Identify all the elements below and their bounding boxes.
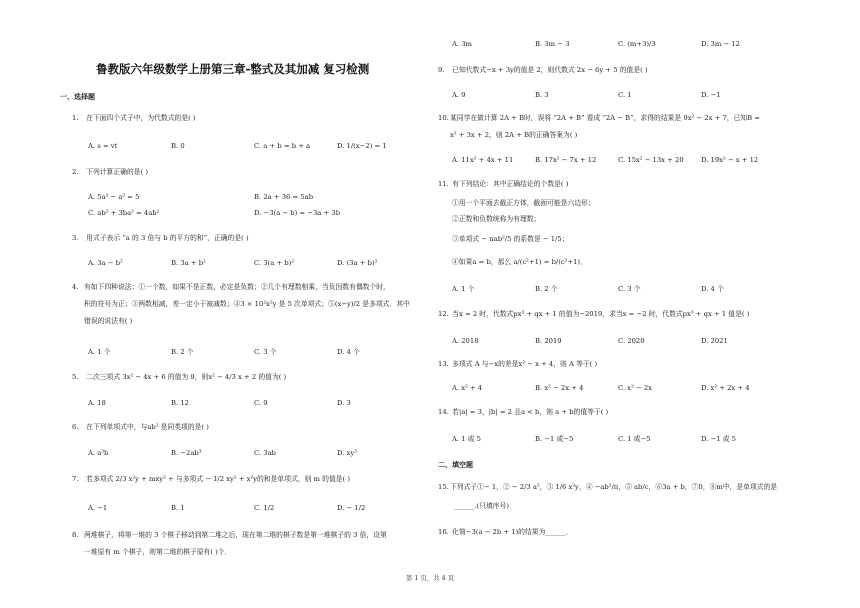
option-c[interactable]: C. a + b = b + a <box>254 142 311 150</box>
option-c[interactable]: C. 3ab <box>254 449 277 457</box>
question-13: 13. 多项式 A 与−x的差是x² − x + 4，则 A 等于( ) <box>438 360 598 368</box>
option-a[interactable]: A. s = vt <box>88 142 118 150</box>
question-16: 16. 化简−3(a − 2b + 1)的结果为______． <box>438 528 573 536</box>
option-c[interactable]: C. 3 个 <box>618 285 641 293</box>
option-b[interactable]: B. 3m − 3 <box>535 40 570 48</box>
right-column <box>436 0 806 580</box>
option-a[interactable]: A. −1 <box>88 504 108 512</box>
option-c[interactable]: C. 9 <box>254 399 268 407</box>
option-a[interactable]: A. 5a² − a² = 5 <box>88 193 140 201</box>
left-column <box>60 0 430 580</box>
option-b[interactable]: B. −1 或−5 <box>535 435 574 443</box>
option-a[interactable]: A. 11x² + 4x + 11 <box>452 156 514 164</box>
option-b[interactable]: B. 0 <box>171 142 185 150</box>
page-footer: 第 1 页，共 4 页 <box>405 574 455 582</box>
question-12: 12. 当x = 2 时，代数式px³ + qx + 1 的值为−2019，求当x = −2 时，代数式px³ + qx + 1 值是( ) <box>438 310 750 318</box>
option-b[interactable]: B. 2019 <box>535 337 562 345</box>
option-b[interactable]: B. 2a + 36 = 5ab <box>254 193 314 201</box>
option-a[interactable]: A. 3m <box>452 40 472 48</box>
option-d[interactable]: D. (3a + b)² <box>337 259 378 267</box>
question-10: 10.某同学在做计算 2A + B时，误将 “2A + B” 看成 “2A − B”，求得的结果是 9x² − 2x + 7，已知B = x² + 3x + 2，则 2A + B的正确答案为( ) <box>438 114 761 139</box>
page-title: 鲁教版六年级数学上册第三章-整式及其加减 复习检测 <box>96 62 370 76</box>
option-d[interactable]: D. 3m − 12 <box>701 40 740 48</box>
option-a[interactable]: A. 2018 <box>452 337 479 345</box>
option-b[interactable]: B. 3a + b² <box>171 259 206 267</box>
option-c[interactable]: C. (m+3)/3 <box>618 40 656 48</box>
statement-4: ④如果a = b，那么 a/(c²+1) = b/(c²+1)． <box>452 258 587 266</box>
statement-1: ①用一个平面去截正方体，截面可能是六边形； <box>452 199 595 207</box>
option-b[interactable]: B. −2ab³ <box>171 449 202 457</box>
option-b[interactable]: B. 1 <box>171 504 185 512</box>
option-c[interactable]: C. 1 或−5 <box>618 435 651 443</box>
option-d[interactable]: D. xy³ <box>337 449 357 457</box>
option-d[interactable]: D. 2021 <box>701 337 728 345</box>
question-4: 4. 有如下四种说法：①一个数，如果不是正数，必定是负数；②几个有理数相乘，当负因数有偶数个时， 积的符号为正；③两数相减，差一定小于被减数；④3 × 10²x²y 是 5 次单项式；⑤(x−y)/2 是多项式．其中 错误的说法有( ) <box>72 283 410 325</box>
option-a[interactable]: A. 9 <box>452 91 466 99</box>
option-d[interactable]: D. −1 或 5 <box>701 435 736 443</box>
option-a[interactable]: A. a³b <box>88 449 109 457</box>
option-d[interactable]: D. 4 个 <box>701 285 724 293</box>
question-5: 5. 二次三项式 3x² − 4x + 6 的值为 9，则x² − 4/3 x + 2 的值为( ) <box>72 373 287 381</box>
question-9: 9. 已知代数式−x + 3y的值是 2，则代数式 2x − 6y + 5 的值是( ) <box>438 66 648 74</box>
section-heading-fill: 二、填空题 <box>438 461 473 469</box>
question-1: 1. 在下面四个式子中，为代数式的是( ) <box>72 114 196 122</box>
option-d[interactable]: D. − 1/2 <box>337 504 366 512</box>
option-a[interactable]: A. 18 <box>88 399 106 407</box>
option-a[interactable]: A. 1 或 5 <box>452 435 481 443</box>
option-c[interactable]: C. ab² + 3ba² = 4ab² <box>88 209 160 217</box>
option-a[interactable]: A. 1 个 <box>452 285 475 293</box>
question-7: 7. 若多项式 2/3 x²y + mxy² + 与多项式 − 1/2 xy² + x²y的和是单项式，则 m 的值是( ) <box>72 475 351 483</box>
option-b[interactable]: B. 17x² − 7x + 12 <box>535 156 597 164</box>
option-c[interactable]: C. 3(a + b)² <box>254 259 295 267</box>
option-c[interactable]: C. 1/2 <box>254 504 275 512</box>
option-b[interactable]: B. 3 <box>535 91 549 99</box>
question-6: 6. 在下列单项式中，与ab² 是同类项的是( ) <box>72 423 209 431</box>
question-15: 15.下列式子①− 1，② − 2/3 a²，③ 1/6 x²y，④ −ab²/π，⑤ ab/c，⑥3a + b，⑦0，⑧m中，是单项式的是 ______.(只填序号) <box>438 482 808 512</box>
option-c[interactable]: C. 15x² − 13x + 20 <box>618 156 684 164</box>
section-heading-choice: 一、选择题 <box>60 93 95 101</box>
option-d[interactable]: D. −3(a − b) = −3a + 3b <box>254 209 341 217</box>
option-b[interactable]: B. 2 个 <box>535 285 558 293</box>
option-a[interactable]: A. 3a − b² <box>88 259 123 267</box>
option-b[interactable]: B. x² − 2x + 4 <box>535 384 584 392</box>
option-d[interactable]: D. x² + 2x + 4 <box>701 384 750 392</box>
option-d[interactable]: D. 4 个 <box>337 348 360 356</box>
option-c[interactable]: C. x² − 2x <box>618 384 653 392</box>
option-b[interactable]: B. 12 <box>171 399 189 407</box>
option-c[interactable]: C. 2020 <box>618 337 645 345</box>
statement-3: ③单项式 − πab²/5 的系数是 − 1/5； <box>452 235 569 243</box>
option-d[interactable]: D. 3 <box>337 399 351 407</box>
option-c[interactable]: C. 3 个 <box>254 348 277 356</box>
option-d[interactable]: D. −1 <box>701 91 721 99</box>
question-3: 3. 用式子表示 “a 的 3 倍与 b 的平方的和”，正确的是( ) <box>72 234 249 242</box>
option-d[interactable]: D. 19x² − x + 12 <box>701 156 759 164</box>
question-11: 11. 有下列结论：其中正确结论的个数是( ) <box>438 180 569 188</box>
option-a[interactable]: A. 1 个 <box>88 348 111 356</box>
question-14: 14. 若|a| = 3，|b| = 2 且a < b，则 a + b的值等于( ) <box>438 408 609 416</box>
option-b[interactable]: B. 2 个 <box>171 348 194 356</box>
statement-2: ②正数和负数统称为有理数； <box>452 215 541 223</box>
option-a[interactable]: A. x² + 4 <box>452 384 483 392</box>
question-2: 2. 下列计算正确的是( ) <box>72 168 149 176</box>
answer-blank[interactable]: ______.(只填序号) <box>454 502 510 510</box>
question-8: 8. 两堆棋子，将第一堆的 3 个棋子移动到第二堆之后，现在第二堆的棋子数是第一堆棋子的 3 倍，设第 一堆原有 m 个棋子，则第二堆的棋子原有( )个． <box>72 531 387 556</box>
option-d[interactable]: D. 1/(x−2) = 1 <box>337 142 387 150</box>
option-c[interactable]: C. 1 <box>618 91 632 99</box>
